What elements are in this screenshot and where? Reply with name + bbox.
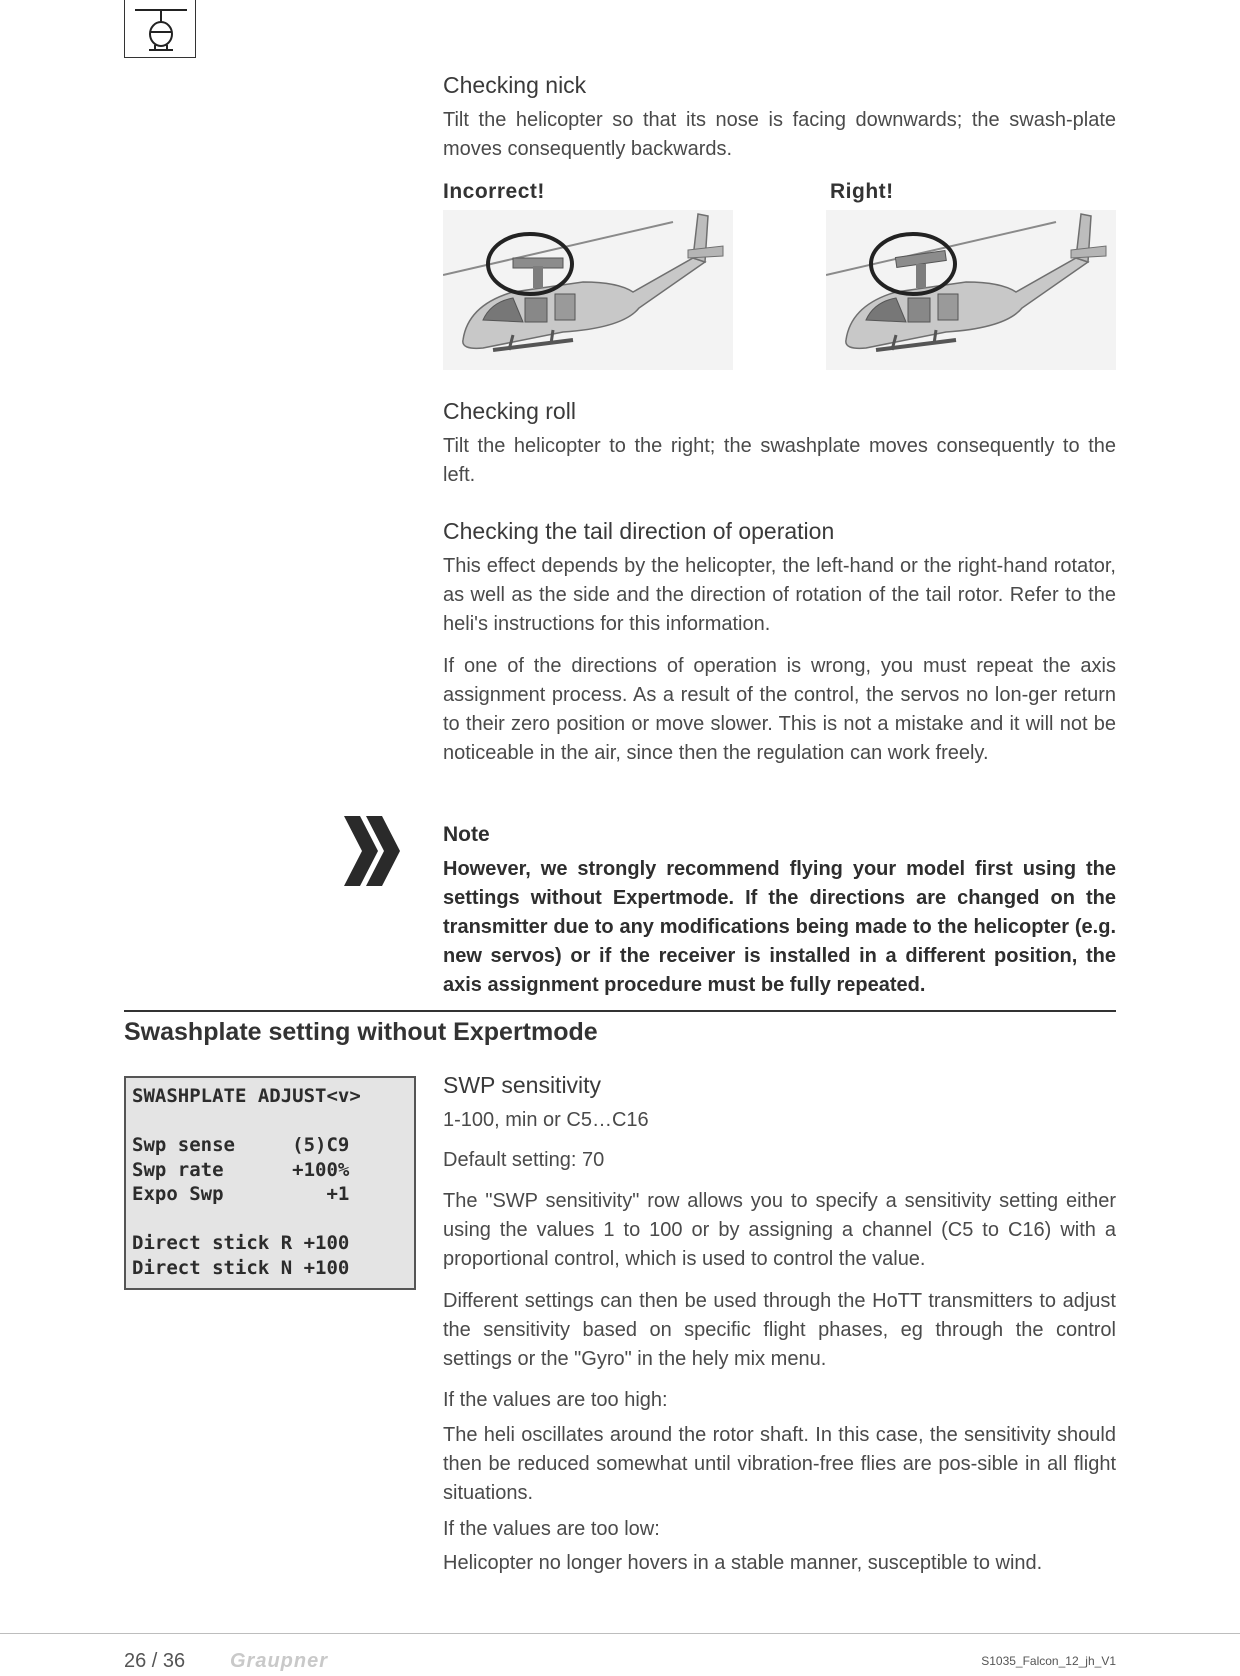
transmitter-lcd-display [124,1076,416,1290]
checking-roll-text: Tilt the helicopter to the right; the swashplate moves consequently to the left. [443,435,1116,486]
swp-too-low-text: Helicopter no longer hovers in a stable manner, susceptible to wind. [443,1552,1043,1574]
checking-tail-title: Checking the tail direction of operation [443,518,835,544]
checking-nick-title: Checking nick [443,72,587,98]
note-text: However, we strongly recommend flying your model first using the settings without Expertmode. If the directions are changed on the transmitter due to any modifications being made to the helicopter (e.g. new servos) or if the receiver is installed in a different position, the axis assignment procedure must be fully repeated. [443,858,1116,996]
lcd-line: Direct stick R +100 [132,1232,350,1254]
helicopter-incorrect-illustration [443,210,733,370]
swp-default: Default setting: 70 [443,1149,605,1171]
lcd-line: Swp rate +100% [132,1158,350,1181]
lcd-line: Expo Swp +1 [132,1183,350,1205]
checking-roll-title: Checking roll [443,398,576,424]
document-id: S1035_Falcon_12_jh_V1 [981,1654,1116,1668]
double-chevron-icon [340,812,404,890]
swp-paragraph-2: Different settings can then be used through the HoTT transmitters to adjust the sensitivity based on specific flight phases, eg through the control settings or the "Gyro" in the hely mix menu. [443,1290,1116,1370]
section-title: Swashplate setting without Expertmode [124,1018,598,1046]
checking-nick-text: Tilt the helicopter so that its nose is facing downwards; the swash-plate moves consequently backwards. [443,109,1116,160]
swp-too-high-text: The heli oscillates around the rotor shaft. In this case, the sensitivity should then be reduced somewhat until vibration-free flies are pos-sible in all flight situations. [443,1424,1116,1504]
swp-range: 1-100, min or C5…C16 [443,1109,649,1131]
swp-sensitivity-title: SWP sensitivity [443,1072,602,1098]
swp-too-high-label: If the values are too high: [443,1389,668,1411]
footer-divider [0,1633,1240,1634]
helicopter-chapter-icon [124,0,196,58]
helicopter-right-illustration [826,210,1116,370]
swp-paragraph-1: The "SWP sensitivity" row allows you to specify a sensitivity setting either using the values 1 to 100 or by assigning a channel (C5 to C16) with a proportional control, which is used to control the value. [443,1190,1116,1270]
incorrect-label: Incorrect! [443,180,545,203]
lcd-line: Swp sense (5)C9 [132,1134,350,1156]
lcd-line [132,1109,408,1134]
checking-tail-paragraph-2: If one of the directions of operation is wrong, you must repeat the axis assignment process. As a result of the control, the servos no lon-ger return to their zero position or move slower. This is not a mistake and it will not be noticeable in the air, since then the regulation can work freely. [443,655,1116,764]
checking-tail-paragraph-1: This effect depends by the helicopter, the left-hand or the right-hand rotator, as well as the side and the direction of rotation of the tail rotor. Refer to the heli's instructions for this information. [443,555,1116,635]
right-label: Right! [830,180,894,203]
lcd-line: SWASHPLATE ADJUST<v> [132,1085,361,1107]
section-divider [124,1010,1116,1012]
note-title: Note [443,823,490,846]
page-number: 26 / 36 [124,1650,186,1672]
lcd-line [132,1207,408,1232]
swp-too-low-label: If the values are too low: [443,1518,660,1540]
lcd-line: Direct stick N +100 [132,1256,350,1279]
brand-logo: Graupner [230,1650,329,1672]
helicopter-icon [125,0,197,58]
note-box [443,855,1116,1000]
